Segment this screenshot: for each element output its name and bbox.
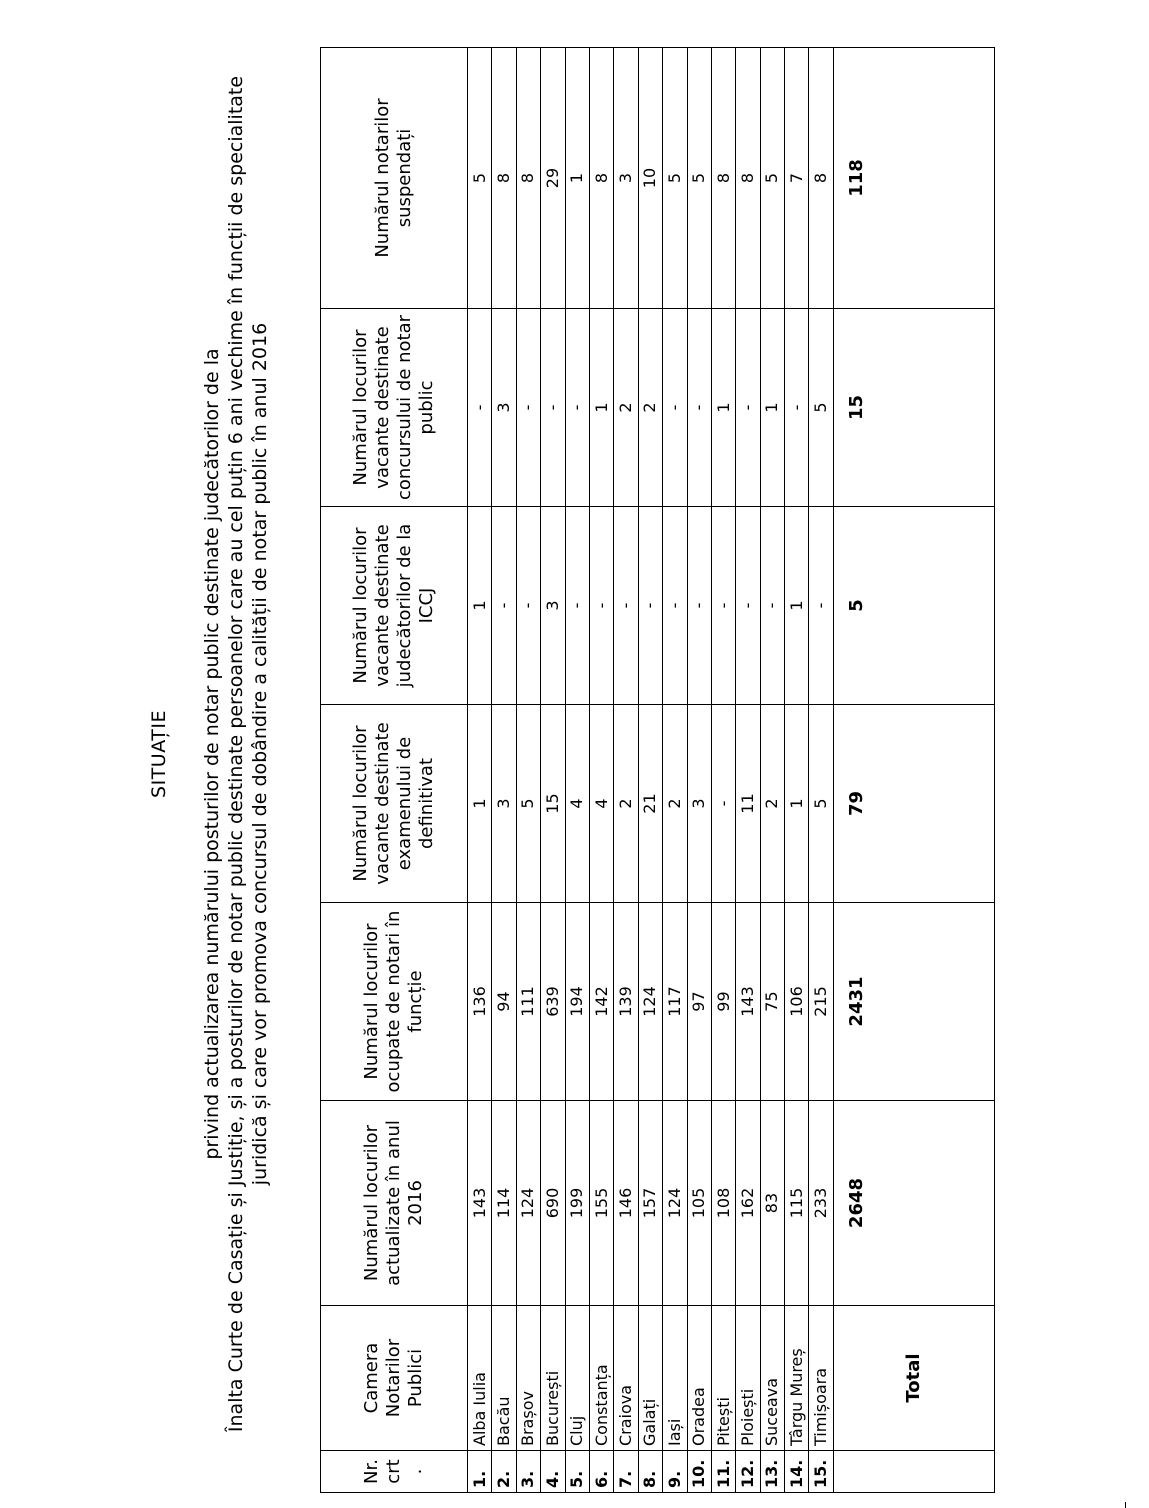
cell-iccj: -	[711, 507, 735, 705]
cell-nr: 10.	[687, 1451, 711, 1493]
cell-definitivat: 2	[614, 705, 638, 903]
cell-iccj: -	[760, 507, 784, 705]
cell-concurs: -	[541, 309, 565, 507]
cell-camera: Galați	[638, 1306, 662, 1451]
cell-concurs: 5	[809, 309, 833, 507]
cell-definitivat: 1	[785, 705, 809, 903]
cell-ocupate: 143	[736, 903, 760, 1101]
cell-nr: 13.	[760, 1451, 784, 1493]
cell-nr: 1.	[468, 1451, 492, 1493]
cell-ocupate: 99	[711, 903, 735, 1101]
cell-iccj: -	[638, 507, 662, 705]
cell-suspendati: 7	[785, 48, 809, 309]
cell-concurs: -	[516, 309, 540, 507]
table-row	[492, 48, 516, 1493]
cell-suspendati: 8	[736, 48, 760, 309]
cell-actualizate: 146	[614, 1101, 638, 1306]
cell-iccj: -	[663, 507, 687, 705]
header-actualizate: Numărul locurilor actualizate în anul 2016	[321, 1101, 468, 1306]
total-iccj: 5	[833, 507, 994, 705]
cell-camera: București	[541, 1306, 565, 1451]
total-ocupate: 2431	[833, 903, 994, 1101]
cell-suspendati: 5	[760, 48, 784, 309]
cell-nr: 14.	[785, 1451, 809, 1493]
cell-ocupate: 117	[663, 903, 687, 1101]
cell-concurs: -	[736, 309, 760, 507]
cell-actualizate: 162	[736, 1101, 760, 1306]
table-row	[468, 48, 492, 1493]
cell-definitivat: 4	[589, 705, 613, 903]
cell-actualizate: 83	[760, 1101, 784, 1306]
header-concurs: Numărul locurilor vacante destinate concursului de notar public	[321, 309, 468, 507]
table-row	[565, 48, 589, 1493]
cell-ocupate: 142	[589, 903, 613, 1101]
cell-camera: Iași	[663, 1306, 687, 1451]
cell-suspendati: 3	[614, 48, 638, 309]
cell-suspendati: 8	[589, 48, 613, 309]
cell-definitivat: 2	[760, 705, 784, 903]
cell-iccj: 1	[785, 507, 809, 705]
table-header-row	[321, 48, 468, 1493]
table-row	[687, 48, 711, 1493]
cell-definitivat: 15	[541, 705, 565, 903]
cell-camera: Brașov	[516, 1306, 540, 1451]
total-row	[833, 48, 994, 1493]
cell-suspendati: 29	[541, 48, 565, 309]
cell-camera: Bacău	[492, 1306, 516, 1451]
cell-actualizate: 105	[687, 1101, 711, 1306]
cell-iccj: -	[736, 507, 760, 705]
table-row	[711, 48, 735, 1493]
cell-nr: 6.	[589, 1451, 613, 1493]
cell-concurs: 2	[614, 309, 638, 507]
table-row	[663, 48, 687, 1493]
cell-suspendati: 10	[638, 48, 662, 309]
table-row	[614, 48, 638, 1493]
table-row	[541, 48, 565, 1493]
header-iccj: Numărul locurilor vacante destinate judecătorilor de la ICCJ	[321, 507, 468, 705]
header-definitivat: Numărul locurilor vacante destinate examenului de definitivat	[321, 705, 468, 903]
total-label: Total	[833, 1306, 994, 1451]
cell-camera: Cluj	[565, 1306, 589, 1451]
cell-suspendati: 8	[711, 48, 735, 309]
cell-camera: Suceava	[760, 1306, 784, 1451]
cell-definitivat: 5	[516, 705, 540, 903]
cell-nr: 8.	[638, 1451, 662, 1493]
cell-suspendati: 1	[565, 48, 589, 309]
cell-camera: Craiova	[614, 1306, 638, 1451]
cell-camera: Oradea	[687, 1306, 711, 1451]
cell-definitivat: -	[711, 705, 735, 903]
cell-total-nr	[833, 1451, 994, 1493]
table-row	[785, 48, 809, 1493]
cell-concurs: -	[663, 309, 687, 507]
cell-concurs: -	[468, 309, 492, 507]
cell-ocupate: 136	[468, 903, 492, 1101]
cell-concurs: 2	[638, 309, 662, 507]
subtitle-line: Înalta Curte de Casație și Justiție, și a posturilor de notar public destinate persoanelor care au cel puțin 6 ani vechime în funcții de specialitate	[225, 75, 247, 1433]
cell-actualizate: 690	[541, 1101, 565, 1306]
cell-definitivat: 5	[809, 705, 833, 903]
cell-iccj: 1	[468, 507, 492, 705]
cell-actualizate: 199	[565, 1101, 589, 1306]
cell-camera: Constanța	[589, 1306, 613, 1451]
cell-nr: 7.	[614, 1451, 638, 1493]
cell-suspendati: 5	[663, 48, 687, 309]
cell-nr: 15.	[809, 1451, 833, 1493]
table-row	[516, 48, 540, 1493]
cell-actualizate: 115	[785, 1101, 809, 1306]
cell-camera: Timișoara	[809, 1306, 833, 1451]
cell-camera: Ploiești	[736, 1306, 760, 1451]
cell-concurs: -	[687, 309, 711, 507]
cell-nr: 5.	[565, 1451, 589, 1493]
cell-camera: Pitești	[711, 1306, 735, 1451]
cell-ocupate: 75	[760, 903, 784, 1101]
cell-nr: 4.	[541, 1451, 565, 1493]
cell-concurs: 3	[492, 309, 516, 507]
cell-camera: Alba Iulia	[468, 1306, 492, 1451]
document-title: SITUAȚIE	[148, 710, 170, 798]
cell-ocupate: 97	[687, 903, 711, 1101]
cell-iccj: 3	[541, 507, 565, 705]
subtitle-line: privind actualizarea numărului posturilor de notar public destinate judecătorilor de la	[201, 348, 223, 1160]
table-row	[760, 48, 784, 1493]
header-suspendati: Numărul notarilor suspendați	[321, 48, 468, 309]
cell-nr: 2.	[492, 1451, 516, 1493]
table-row	[589, 48, 613, 1493]
cell-concurs: 1	[589, 309, 613, 507]
total-definitivat: 79	[833, 705, 994, 903]
total-concurs: 15	[833, 309, 994, 507]
cell-definitivat: 21	[638, 705, 662, 903]
cell-actualizate: 143	[468, 1101, 492, 1306]
cell-suspendati: 5	[468, 48, 492, 309]
cell-ocupate: 194	[565, 903, 589, 1101]
cell-actualizate: 124	[516, 1101, 540, 1306]
notary-positions-table	[320, 47, 995, 1493]
subtitle-line: juridică și care vor promova concursul de dobândire a calității de notar public în anul 2016	[249, 322, 271, 1186]
cell-actualizate: 108	[711, 1101, 735, 1306]
cell-suspendati: 8	[809, 48, 833, 309]
cell-nr: 9.	[663, 1451, 687, 1493]
cell-ocupate: 139	[614, 903, 638, 1101]
total-suspendati: 118	[833, 48, 994, 309]
table-row	[736, 48, 760, 1493]
cell-iccj: -	[516, 507, 540, 705]
cell-actualizate: 233	[809, 1101, 833, 1306]
header-camera: Camera Notarilor Publici	[321, 1306, 468, 1451]
cell-ocupate: 124	[638, 903, 662, 1101]
table-row	[638, 48, 662, 1493]
cell-actualizate: 155	[589, 1101, 613, 1306]
cell-nr: 12.	[736, 1451, 760, 1493]
cell-ocupate: 94	[492, 903, 516, 1101]
cell-concurs: -	[785, 309, 809, 507]
cell-ocupate: 106	[785, 903, 809, 1101]
cell-definitivat: 1	[468, 705, 492, 903]
cell-camera: Târgu Mureș	[785, 1306, 809, 1451]
cell-actualizate: 124	[663, 1101, 687, 1306]
cell-concurs: 1	[760, 309, 784, 507]
cell-suspendati: 8	[492, 48, 516, 309]
cell-suspendati: 8	[516, 48, 540, 309]
cell-iccj: -	[589, 507, 613, 705]
cell-suspendati: 5	[687, 48, 711, 309]
cell-iccj: -	[565, 507, 589, 705]
page-mark	[1125, 1502, 1126, 1508]
cell-iccj: -	[614, 507, 638, 705]
cell-concurs: 1	[711, 309, 735, 507]
cell-definitivat: 3	[687, 705, 711, 903]
table-body	[468, 48, 995, 1493]
cell-definitivat: 11	[736, 705, 760, 903]
cell-iccj: -	[492, 507, 516, 705]
cell-definitivat: 4	[565, 705, 589, 903]
document-subtitle	[200, 0, 272, 1508]
cell-ocupate: 111	[516, 903, 540, 1101]
cell-nr: 11.	[711, 1451, 735, 1493]
table-row	[809, 48, 833, 1493]
cell-ocupate: 639	[541, 903, 565, 1101]
cell-nr: 3.	[516, 1451, 540, 1493]
header-ocupate: Numărul locurilor ocupate de notari în funcție	[321, 903, 468, 1101]
cell-iccj: -	[687, 507, 711, 705]
cell-definitivat: 3	[492, 705, 516, 903]
cell-definitivat: 2	[663, 705, 687, 903]
cell-actualizate: 157	[638, 1101, 662, 1306]
cell-iccj: -	[809, 507, 833, 705]
header-nr: Nr. crt .	[321, 1451, 468, 1493]
cell-concurs: -	[565, 309, 589, 507]
cell-ocupate: 215	[809, 903, 833, 1101]
cell-actualizate: 114	[492, 1101, 516, 1306]
total-actualizate: 2648	[833, 1101, 994, 1306]
